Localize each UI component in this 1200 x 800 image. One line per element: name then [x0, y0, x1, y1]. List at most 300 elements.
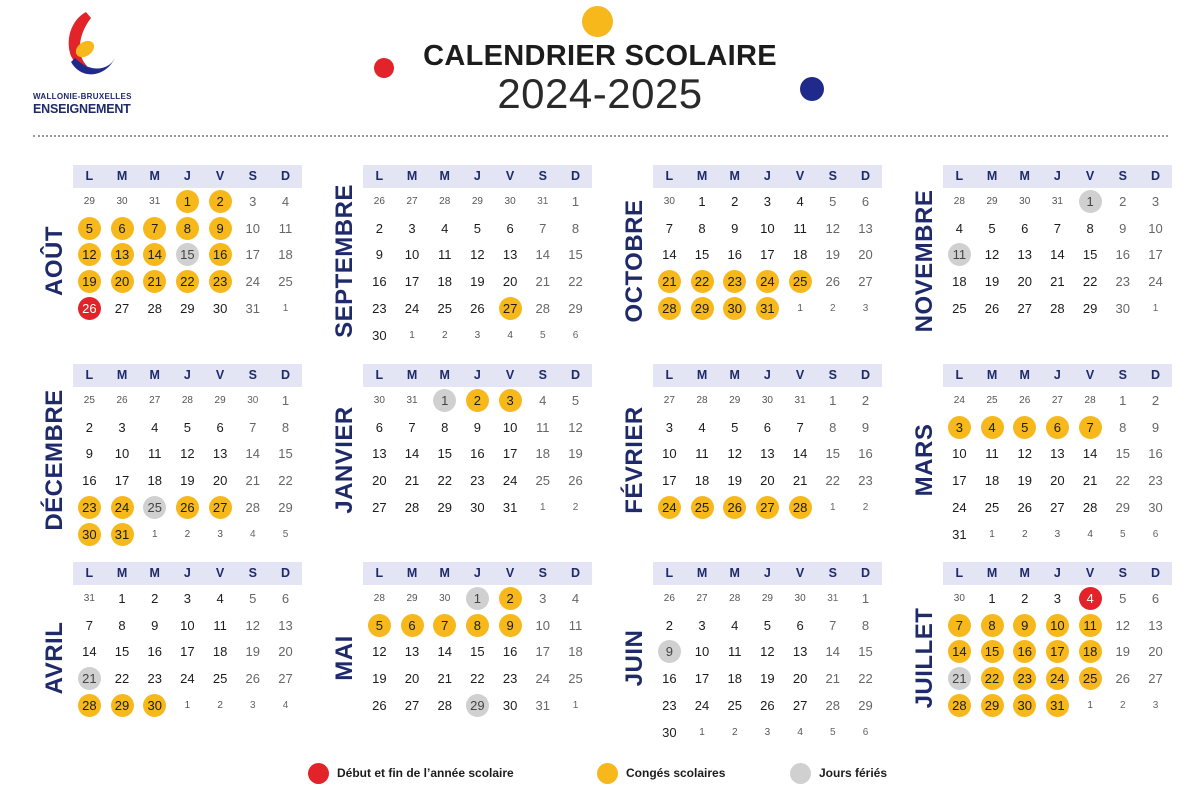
- day-cell: [1139, 215, 1172, 242]
- day-number: 6: [796, 617, 804, 633]
- day-number: 31: [535, 698, 551, 714]
- day-cell: [653, 414, 686, 441]
- week-row: [943, 494, 1172, 521]
- month-name-label: NOVEMBRE: [911, 189, 938, 333]
- day-number: 10: [404, 247, 420, 263]
- day-cell: [236, 665, 269, 692]
- school-year-boundary-day: [1074, 585, 1107, 612]
- day-cell: [204, 639, 237, 666]
- day-number: 19: [180, 473, 195, 489]
- school-holiday-day: [396, 612, 429, 639]
- day-number: 21: [948, 667, 971, 690]
- school-holiday-day: [73, 494, 106, 521]
- day-number: 16: [470, 446, 485, 462]
- day-cell: [269, 521, 302, 548]
- day-number: 15: [437, 446, 452, 462]
- day-number: 4: [698, 419, 706, 435]
- day-number: 18: [147, 473, 162, 489]
- day-cell: [526, 188, 559, 215]
- day-number: 2: [731, 726, 738, 738]
- day-number: 28: [658, 297, 681, 320]
- day-cell: [943, 268, 976, 295]
- day-number: 22: [1115, 473, 1131, 489]
- day-cell: [363, 585, 396, 612]
- day-cell: [1041, 585, 1074, 612]
- day-cell: [1106, 665, 1139, 692]
- day-cell: [428, 467, 461, 494]
- day-cell: [1008, 215, 1041, 242]
- day-number: 29: [471, 195, 483, 207]
- day-cell: [784, 414, 817, 441]
- day-number: 22: [470, 671, 485, 687]
- weekday-label: M: [439, 566, 450, 580]
- day-number: 10: [662, 446, 677, 462]
- day-number: 7: [433, 614, 456, 637]
- day-cell: [686, 387, 719, 414]
- day-cell: [269, 441, 302, 468]
- day-cell: [396, 692, 429, 719]
- day-number: 14: [404, 446, 420, 462]
- weekday-label: D: [860, 169, 870, 183]
- day-number: 26: [1017, 500, 1032, 516]
- day-number: 16: [1148, 446, 1163, 462]
- day-cell: [784, 639, 817, 666]
- day-number: 7: [829, 617, 837, 633]
- day-cell: [1041, 441, 1074, 468]
- day-cell: [428, 268, 461, 295]
- school-holiday-day: [1041, 639, 1074, 666]
- day-cell: [363, 188, 396, 215]
- day-number: 26: [245, 671, 261, 687]
- school-holiday-day: [1041, 414, 1074, 441]
- day-number: 11: [695, 446, 709, 462]
- day-number: 28: [439, 195, 451, 207]
- day-cell: [849, 387, 882, 414]
- day-cell: [106, 441, 139, 468]
- day-number: 21: [143, 270, 166, 293]
- day-number: 18: [568, 644, 583, 660]
- week-row: [653, 215, 882, 242]
- day-number: 20: [372, 473, 387, 489]
- day-number: 21: [1050, 274, 1065, 290]
- weekday-label: J: [1053, 566, 1061, 580]
- day-number: 31: [149, 195, 161, 207]
- school-holiday-day: [138, 692, 171, 719]
- school-holiday-day: [494, 387, 527, 414]
- week-row: [363, 639, 592, 666]
- day-cell: [976, 295, 1009, 322]
- day-number: 2: [466, 389, 489, 412]
- day-cell: [849, 467, 882, 494]
- weekday-label: V: [215, 368, 225, 382]
- day-cell: [269, 665, 302, 692]
- day-number: 28: [404, 500, 420, 516]
- weekday-header: [363, 165, 592, 188]
- day-number: 30: [953, 592, 965, 604]
- day-cell: [943, 387, 976, 414]
- weekday-label: S: [828, 368, 837, 382]
- day-number: 1: [281, 392, 290, 408]
- day-cell: [106, 639, 139, 666]
- week-row: [363, 242, 592, 269]
- day-number: 17: [952, 473, 967, 489]
- school-holiday-day: [943, 414, 976, 441]
- day-cell: [943, 521, 976, 548]
- day-number: 6: [862, 726, 869, 738]
- week-row: [73, 665, 302, 692]
- day-cell: [494, 322, 527, 349]
- day-number: 2: [1021, 590, 1029, 606]
- weekday-label: M: [406, 368, 418, 382]
- day-cell: [849, 494, 882, 521]
- public-holiday-day: [461, 692, 494, 719]
- day-number: 7: [665, 220, 673, 236]
- day-number: 28: [1082, 500, 1098, 516]
- day-number: 23: [147, 671, 162, 687]
- day-number: 26: [825, 274, 841, 290]
- day-cell: [718, 719, 751, 746]
- day-number: 6: [111, 217, 134, 240]
- day-number: 9: [499, 614, 522, 637]
- day-cell: [1139, 414, 1172, 441]
- day-number: 13: [372, 446, 387, 462]
- day-number: 5: [988, 220, 996, 236]
- school-holiday-day: [976, 692, 1009, 719]
- week-row: [653, 692, 882, 719]
- school-holiday-day: [73, 268, 106, 295]
- day-cell: [1139, 665, 1172, 692]
- day-number: 24: [245, 274, 261, 290]
- day-number: 2: [665, 617, 673, 633]
- day-cell: [1139, 188, 1172, 215]
- day-cell: [461, 467, 494, 494]
- day-number: 29: [981, 694, 1004, 717]
- day-number: 13: [792, 644, 808, 660]
- day-cell: [204, 441, 237, 468]
- day-number: 14: [792, 446, 808, 462]
- day-cell: [461, 295, 494, 322]
- day-number: 21: [825, 671, 841, 687]
- weekday-label: J: [473, 368, 481, 382]
- day-cell: [1074, 521, 1107, 548]
- day-number: 11: [985, 446, 999, 462]
- day-cell: [526, 494, 559, 521]
- day-number: 7: [948, 614, 971, 637]
- month-grid: [943, 562, 1172, 719]
- weekday-label: L: [85, 169, 94, 183]
- day-number: 15: [825, 446, 841, 462]
- day-number: 2: [731, 193, 739, 209]
- week-row: [943, 665, 1172, 692]
- day-number: 6: [1151, 590, 1160, 606]
- day-number: 25: [984, 500, 1000, 516]
- day-cell: [269, 387, 302, 414]
- day-number: 1: [830, 502, 836, 514]
- month-name-label: OCTOBRE: [621, 199, 648, 323]
- day-number: 22: [568, 274, 583, 290]
- day-cell: [526, 665, 559, 692]
- day-number: 28: [147, 301, 162, 317]
- day-cell: [171, 692, 204, 719]
- month-name: [620, 364, 650, 549]
- day-cell: [1041, 295, 1074, 322]
- day-number: 31: [952, 526, 967, 542]
- day-cell: [171, 612, 204, 639]
- day-number: 20: [1017, 274, 1032, 290]
- day-cell: [461, 268, 494, 295]
- day-cell: [751, 692, 784, 719]
- day-number: 28: [825, 698, 841, 714]
- day-number: 31: [245, 301, 261, 317]
- day-cell: [461, 242, 494, 269]
- day-cell: [1008, 585, 1041, 612]
- day-number: 27: [404, 698, 420, 714]
- day-number: 1: [1087, 700, 1093, 712]
- day-cell: [171, 467, 204, 494]
- day-cell: [138, 665, 171, 692]
- day-number: 4: [981, 416, 1004, 439]
- day-cell: [106, 414, 139, 441]
- day-cell: [751, 215, 784, 242]
- weekday-label: M: [116, 169, 128, 183]
- school-holiday-day: [1074, 612, 1107, 639]
- weekday-header: [943, 364, 1172, 387]
- day-number: 31: [794, 394, 806, 406]
- day-number: 28: [535, 301, 551, 317]
- day-number: 2: [1021, 528, 1028, 540]
- day-cell: [106, 467, 139, 494]
- weekday-label: D: [570, 368, 580, 382]
- day-cell: [943, 585, 976, 612]
- day-cell: [1041, 215, 1074, 242]
- day-number: 15: [858, 644, 873, 660]
- day-cell: [1106, 494, 1139, 521]
- day-cell: [1139, 387, 1172, 414]
- day-cell: [849, 719, 882, 746]
- day-number: 27: [278, 671, 293, 687]
- day-cell: [494, 268, 527, 295]
- weekday-label: M: [986, 169, 998, 183]
- day-number: 30: [723, 297, 746, 320]
- day-number: 27: [149, 394, 161, 406]
- weekday-label: M: [986, 368, 998, 382]
- day-cell: [1041, 521, 1074, 548]
- day-cell: [428, 441, 461, 468]
- day-cell: [816, 719, 849, 746]
- day-number: 12: [727, 446, 742, 462]
- day-cell: [138, 387, 171, 414]
- day-cell: [718, 188, 751, 215]
- weekday-label: D: [1150, 169, 1160, 183]
- day-cell: [559, 494, 592, 521]
- day-number: 14: [1082, 446, 1098, 462]
- day-number: 25: [1079, 667, 1102, 690]
- day-number: 9: [861, 419, 870, 435]
- day-cell: [784, 585, 817, 612]
- day-number: 6: [1046, 416, 1069, 439]
- day-cell: [1074, 467, 1107, 494]
- day-cell: [494, 467, 527, 494]
- day-cell: [686, 441, 719, 468]
- day-number: 2: [1119, 193, 1127, 209]
- day-number: 5: [830, 726, 836, 738]
- day-number: 28: [245, 500, 261, 516]
- day-cell: [559, 387, 592, 414]
- day-number: 11: [147, 446, 162, 462]
- day-cell: [816, 441, 849, 468]
- day-number: 21: [437, 671, 452, 687]
- day-cell: [1074, 494, 1107, 521]
- weekday-label: V: [1085, 566, 1095, 580]
- day-number: 20: [792, 671, 808, 687]
- day-number: 6: [216, 419, 224, 435]
- day-cell: [849, 188, 882, 215]
- day-number: 1: [433, 389, 456, 412]
- weekday-header: [943, 562, 1172, 585]
- day-number: 2: [217, 700, 223, 712]
- week-row: [73, 585, 302, 612]
- day-number: 30: [1013, 694, 1036, 717]
- day-number: 6: [861, 193, 870, 209]
- day-number: 22: [825, 473, 841, 489]
- day-number: 5: [540, 329, 546, 341]
- day-cell: [849, 268, 882, 295]
- weekday-label: V: [1085, 368, 1095, 382]
- school-holiday-day: [1008, 665, 1041, 692]
- day-number: 3: [474, 329, 481, 341]
- week-row: [653, 242, 882, 269]
- day-cell: [1074, 215, 1107, 242]
- day-cell: [171, 521, 204, 548]
- weekday-label: L: [955, 368, 964, 382]
- day-cell: [718, 692, 751, 719]
- day-cell: [396, 268, 429, 295]
- day-number: 25: [568, 671, 583, 687]
- day-number: 9: [151, 617, 159, 633]
- day-number: 18: [212, 644, 228, 660]
- day-number: 4: [250, 528, 256, 540]
- day-number: 6: [763, 419, 772, 435]
- day-number: 16: [82, 473, 97, 489]
- month-name: [620, 562, 650, 747]
- public-holiday-day: [428, 387, 461, 414]
- day-cell: [396, 387, 429, 414]
- day-cell: [494, 665, 527, 692]
- day-cell: [1008, 521, 1041, 548]
- school-holiday-day: [138, 215, 171, 242]
- day-cell: [461, 441, 494, 468]
- day-number: 31: [406, 394, 418, 406]
- day-cell: [1074, 692, 1107, 719]
- day-cell: [396, 295, 429, 322]
- day-cell: [73, 585, 106, 612]
- day-number: 30: [116, 195, 128, 207]
- month-name-label: FÉVRIER: [621, 406, 648, 514]
- day-number: 23: [858, 473, 873, 489]
- weekday-label: M: [149, 169, 160, 183]
- day-cell: [784, 295, 817, 322]
- day-number: 13: [278, 617, 293, 633]
- day-cell: [849, 639, 882, 666]
- day-cell: [171, 441, 204, 468]
- day-number: 6: [1021, 220, 1029, 236]
- month-name: [620, 165, 650, 350]
- day-cell: [849, 612, 882, 639]
- month-block: [40, 165, 302, 350]
- public-holiday-day: [943, 665, 976, 692]
- day-number: 29: [1115, 500, 1131, 516]
- school-holiday-day: [204, 494, 237, 521]
- day-cell: [816, 612, 849, 639]
- month-name-label: JANVIER: [331, 406, 358, 514]
- day-number: 14: [535, 247, 551, 263]
- weekday-label: S: [538, 566, 547, 580]
- weekday-label: M: [729, 566, 740, 580]
- day-cell: [1074, 242, 1107, 269]
- week-row: [943, 585, 1172, 612]
- day-number: 8: [861, 617, 870, 633]
- weekday-label: M: [149, 566, 160, 580]
- day-number: 9: [1013, 614, 1036, 637]
- day-number: 18: [437, 274, 452, 290]
- day-number: 26: [470, 301, 485, 317]
- day-cell: [653, 441, 686, 468]
- day-cell: [943, 215, 976, 242]
- day-cell: [559, 441, 592, 468]
- day-number: 31: [827, 592, 839, 604]
- day-cell: [1074, 295, 1107, 322]
- weekday-label: M: [1019, 169, 1030, 183]
- day-number: 1: [698, 193, 706, 209]
- day-cell: [171, 639, 204, 666]
- school-holiday-day: [976, 665, 1009, 692]
- day-number: 18: [1079, 640, 1102, 663]
- day-cell: [1106, 441, 1139, 468]
- day-cell: [559, 268, 592, 295]
- day-cell: [559, 585, 592, 612]
- day-number: 3: [1151, 193, 1160, 209]
- school-holiday-day: [784, 494, 817, 521]
- day-number: 6: [281, 590, 290, 606]
- day-number: 7: [1053, 220, 1062, 236]
- day-number: 3: [698, 617, 706, 633]
- day-cell: [559, 612, 592, 639]
- day-number: 11: [437, 247, 452, 263]
- day-cell: [559, 322, 592, 349]
- week-row: [73, 612, 302, 639]
- weekday-label: D: [860, 368, 870, 382]
- school-holiday-day: [494, 612, 527, 639]
- month-grid: [73, 562, 302, 719]
- day-number: 25: [691, 496, 714, 519]
- day-cell: [204, 467, 237, 494]
- day-cell: [976, 215, 1009, 242]
- month-grid: [943, 165, 1172, 322]
- day-number: 22: [858, 671, 873, 687]
- day-number: 26: [1115, 671, 1131, 687]
- day-cell: [269, 692, 302, 719]
- day-cell: [363, 295, 396, 322]
- week-row: [73, 295, 302, 322]
- day-number: 28: [181, 394, 193, 406]
- week-row: [73, 268, 302, 295]
- day-number: 1: [1079, 190, 1102, 213]
- day-number: 7: [85, 617, 93, 633]
- weekday-label: S: [1118, 169, 1127, 183]
- day-cell: [849, 692, 882, 719]
- day-cell: [171, 665, 204, 692]
- day-cell: [269, 188, 302, 215]
